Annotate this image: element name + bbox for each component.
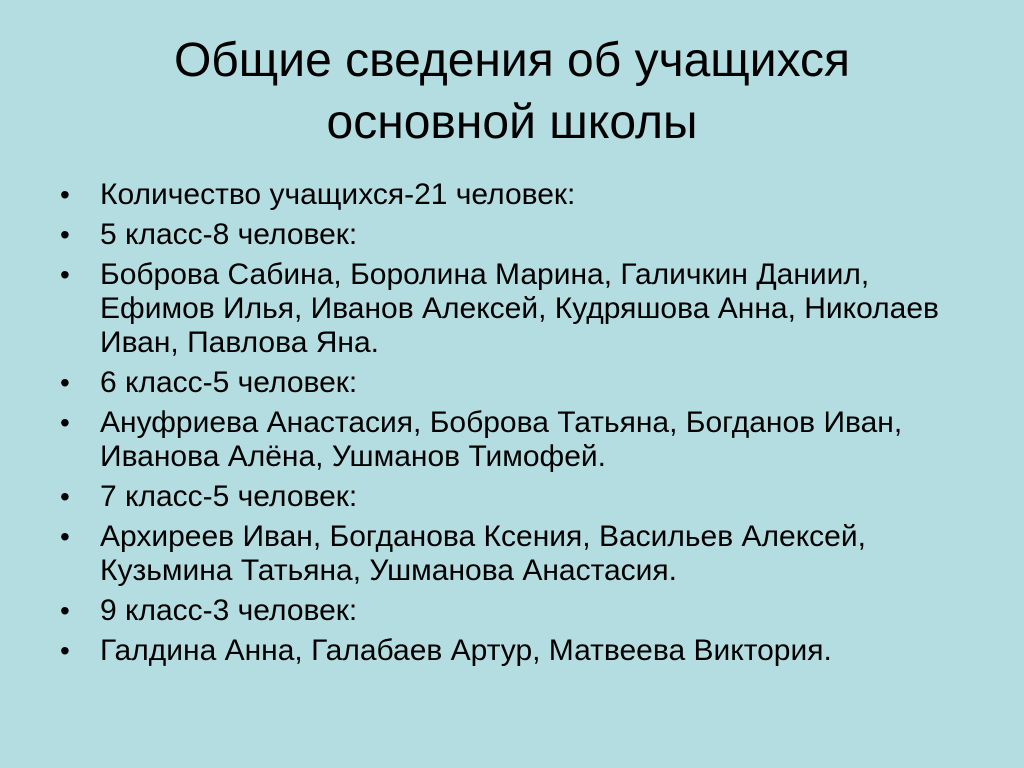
bullet-grade-9-students: • Галдина Анна, Галабаев Артур, Матвеева Виктория.	[60, 634, 960, 668]
title-line-2: основной школы	[326, 96, 698, 149]
title-line-1: Общие сведения об учащихся	[173, 34, 851, 87]
bullet-grade-6-count: • 6 класс-5 человек:	[60, 366, 960, 400]
bullet-grade-9-count: • 9 класс-3 человек:	[60, 594, 960, 628]
bullet-grade-5-count: • 5 класс-8 человек:	[60, 218, 960, 252]
slide-title	[40, 30, 984, 154]
bullet-grade-6-students: • Ануфриева Анастасия, Боброва Татьяна, Богданов Иван, Иванова Алёна, Ушманов Тимофей.	[60, 406, 960, 474]
bullet-total-count: • Количество учащихся-21 человек:	[60, 178, 960, 212]
bullet-grade-7-count: • 7 класс-5 человек:	[60, 480, 960, 514]
bullet-list	[60, 178, 960, 674]
bullet-grade-5-students: • Боброва Сабина, Боролина Марина, Галичкин Даниил, Ефимов Илья, Иванов Алексей, Кудряшова Анна, Николаев Иван, Павлова Яна.	[60, 258, 960, 360]
bullet-grade-7-students: • Архиреев Иван, Богданова Ксения, Васильев Алексей, Кузьмина Татьяна, Ушманова Анастасия.	[60, 520, 960, 588]
